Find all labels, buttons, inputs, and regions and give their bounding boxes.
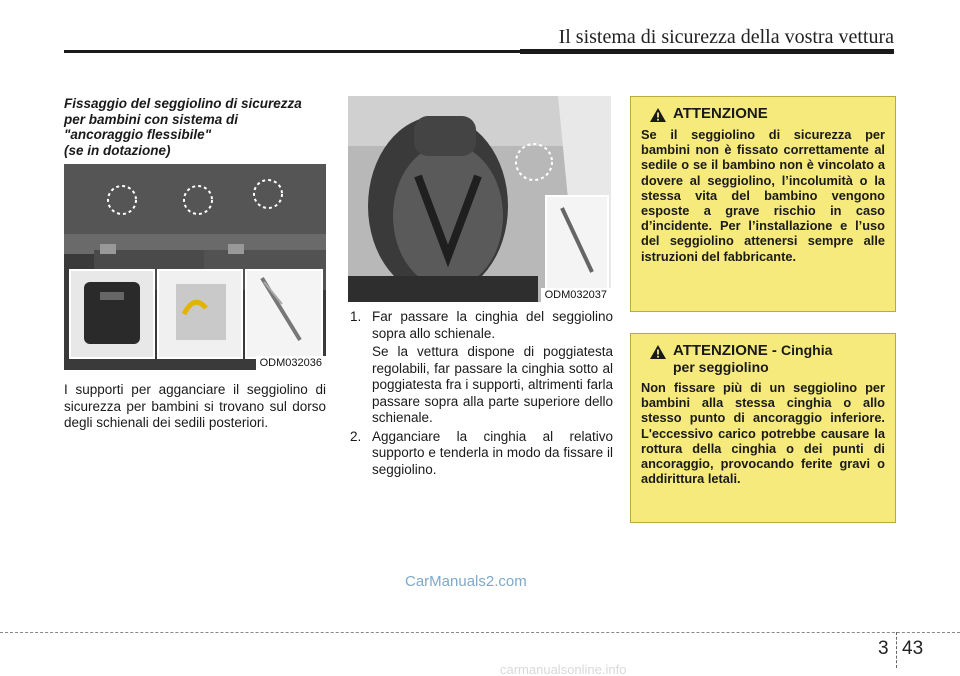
photo-caption: ODM032037: [541, 288, 611, 302]
step-item: [350, 429, 613, 479]
anchor-location-paragraph: I supporti per agganciare il seggiolino di sicurezza per bambini si trovano sul dorso degli schienali dei sedili posteriori.: [64, 382, 326, 430]
child-seat-illustration: [348, 96, 611, 302]
watermark-link[interactable]: CarManuals2.com: [405, 573, 527, 590]
section-heading-line: per bambini con sistema di: [64, 111, 239, 127]
warning-box: [630, 96, 896, 312]
header-rule-accent: [520, 49, 894, 54]
warning-title-row: [649, 105, 885, 123]
step-item: [350, 309, 613, 342]
warning-triangle-icon: [649, 344, 667, 360]
warning-title: [673, 342, 832, 376]
page-header-title: Il sistema di sicurezza della vostra vettura: [558, 26, 894, 48]
warning-title: ATTENZIONE: [673, 105, 768, 122]
footer-rule: [0, 632, 960, 633]
page-number: 43: [902, 638, 924, 659]
warning-body: Se il seggiolino di sicurezza per bambini non è fissato correttamente al sedile o se il bambino non è vincolato a dovere al seggiolino, l’incolumità o la stessa vita del bambino vengono esposte a grave rischio in caso d’incidente. Per l’installazione e l’uso del seggiolino attenersi sempre alle istruzioni del fabbricante.: [641, 127, 885, 264]
footer-watermark: carmanualsonline.info: [500, 662, 627, 676]
photo-caption: ODM032036: [256, 356, 326, 370]
step-text: Far passare la cinghia del seggiolino sopra allo schienale.: [372, 309, 613, 341]
section-heading-line: "ancoraggio flessibile": [64, 127, 212, 142]
section-heading-line: (se in dotazione): [64, 142, 171, 158]
child-seat-photo: [348, 96, 611, 302]
warning-title-sub: Cinghia: [781, 342, 833, 358]
chapter-number: 3: [878, 638, 889, 659]
warning-triangle-icon: [649, 107, 667, 123]
warning-body: Non fissare più di un seggiolino per bambini alla stessa cinghia o allo stesso punto di ancoraggio inferiore. L'eccessivo carico potrebbe causare la rottura della cinghia o dei punti di ancoraggio, provocando ferite gravi o addirittura letali.: [641, 380, 885, 487]
warning-box-tether: [630, 333, 896, 523]
step-number: 2.: [350, 428, 362, 444]
step-note: Se la vettura dispone di poggiatesta regolabili, far passare la cinghia sotto al poggiatesta fra i supporti, altrimenti farla passare sopra alla parte superiore dello schienale.: [372, 344, 613, 425]
warning-title-main: ATTENZIONE -: [673, 342, 782, 359]
instruction-steps: [350, 309, 613, 478]
step-text: Agganciare la cinghia al relativo supporto e tenderla in modo da fissare il seggiolino.: [372, 428, 613, 477]
warning-title-row: [649, 342, 885, 376]
trunk-anchor-photo: [64, 164, 326, 370]
section-heading-line: Fissaggio del seggiolino di sicurezza: [64, 96, 302, 111]
step-number: 1.: [350, 309, 362, 324]
warning-title-line2: per seggiolino: [673, 359, 769, 375]
page-number-divider: [896, 632, 897, 668]
trunk-anchor-illustration: [64, 164, 326, 370]
section-heading: [64, 96, 334, 158]
